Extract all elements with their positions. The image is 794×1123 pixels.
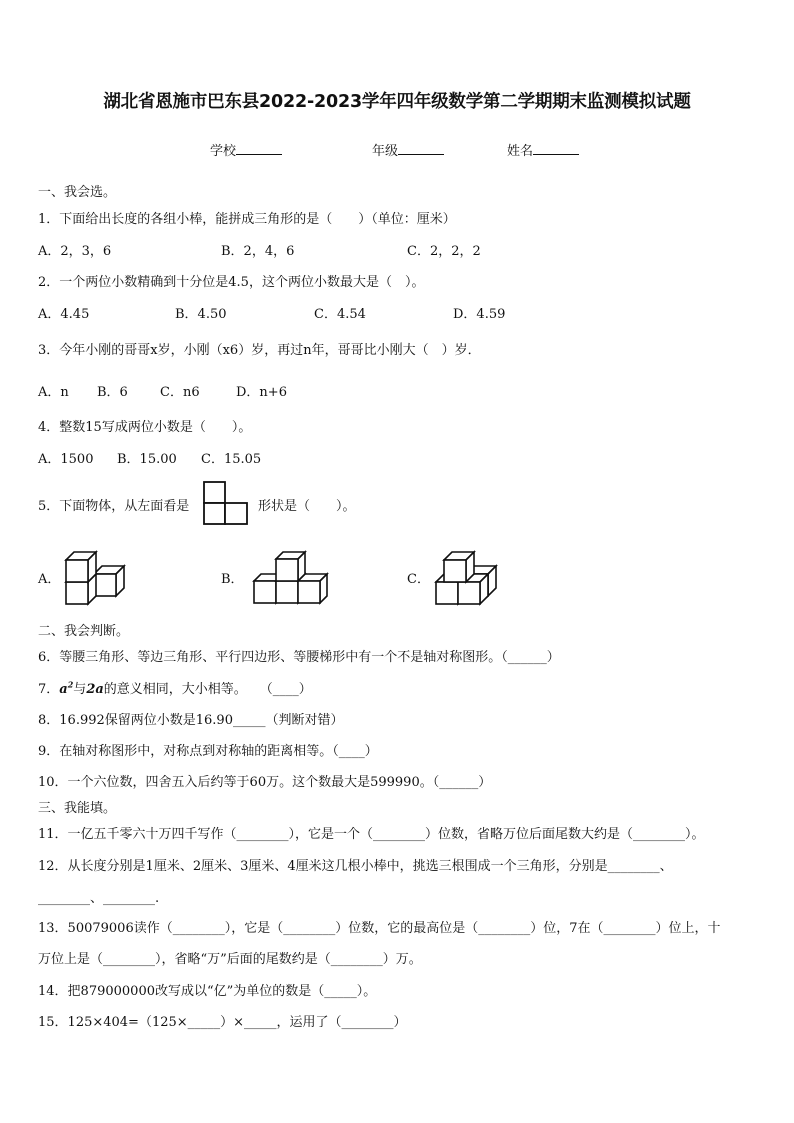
q2-option-b[interactable]: B．4.50 [175, 307, 227, 322]
q3-option-a[interactable]: A．n [38, 385, 69, 400]
q4-option-c[interactable]: C．15.05 [201, 452, 262, 467]
question-5-after: 形状是（ ）。 [258, 499, 356, 514]
question-2: 2．一个两位小数精确到十分位是4.5，这个两位小数最大是（ ）。 [38, 275, 425, 290]
question-10: 10．一个六位数，四舍五入后约等于60万。这个数最大是599990。（______） [38, 775, 492, 790]
question-12-line-1: 12．从长度分别是1厘米、2厘米、3厘米、4厘米这几根小棒中，挑选三根围成一个三角形，分别是________、 [38, 859, 673, 874]
name-label: 姓名 [507, 144, 534, 159]
q4-option-a[interactable]: A．1500 [38, 452, 94, 467]
cube [276, 552, 305, 581]
q3-option-c[interactable]: C．n6 [160, 385, 200, 400]
q4-option-b[interactable]: B．15.00 [117, 452, 177, 467]
q5-option-b-cubes[interactable] [252, 546, 334, 606]
q5-option-c-label[interactable]: C． [407, 572, 430, 587]
question-7 [38, 678, 312, 697]
question-11: 11．一亿五千零六十万四千写作（________），它是一个（________）位数，省略万位后面尾数大约是（________）。 [38, 827, 705, 842]
question-9: 9．在轴对称图形中，对称点到对称轴的距离相等。（____） [38, 744, 378, 759]
name-field [507, 140, 579, 159]
school-field [210, 140, 282, 159]
q1-option-b[interactable]: B．2，4，6 [221, 244, 295, 259]
q7-2a: 2a [86, 682, 104, 697]
exam-title: 湖北省恩施市巴东县2022-2023学年四年级数学第二学期期末监测模拟试题 [103, 92, 691, 112]
q3-option-d[interactable]: D．n+6 [236, 385, 287, 400]
cube [444, 552, 474, 582]
q5-option-b-label[interactable]: B． [221, 572, 244, 587]
q5-option-c-cubes[interactable] [432, 544, 500, 608]
q5-option-a-label[interactable]: A． [38, 572, 61, 587]
cube [94, 566, 124, 596]
question-14: 14．把879000000改写成以“亿”为单位的数是（_____）。 [38, 984, 377, 999]
question-8: 8．16.992保留两位小数是16.90_____（判断对错） [38, 713, 344, 728]
question-13-line-2: 万位上是（________），省略“万”后面的尾数约是（________）万。 [38, 952, 422, 967]
name-blank[interactable] [533, 142, 579, 155]
question-13-line-1: 13．50079006读作（________），它是（________）位数，它的最高位是（________）位，7在（________）位上，十 [38, 921, 721, 936]
q7-mid: 与 [73, 682, 87, 697]
section-2-heading: 二、我会判断。 [38, 624, 130, 639]
school-label: 学校 [210, 144, 237, 159]
grade-label: 年级 [372, 144, 399, 159]
question-3: 3．今年小刚的哥哥x岁，小刚（x6）岁，再过n年，哥哥比小刚大（ ）岁． [38, 343, 481, 358]
q7-suffix: 的意义相同，大小相等。 （____） [103, 682, 312, 697]
q1-option-c[interactable]: C．2，2，2 [407, 244, 481, 259]
section-3-heading: 三、我能填。 [38, 801, 117, 816]
cube [298, 574, 327, 603]
question-12-line-2: ________、________. [38, 891, 160, 906]
question-6: 6．等腰三角形、等边三角形、平行四边形、等腰梯形中有一个不是轴对称图形。（______） [38, 650, 560, 665]
q7-prefix: 7． [38, 682, 60, 697]
cube [66, 552, 96, 582]
q7-a-squared: $a^2$ [59, 679, 74, 697]
q1-option-a[interactable]: A．2，3，6 [38, 244, 112, 259]
q2-option-a[interactable]: A．4.45 [38, 307, 90, 322]
question-5-before: 5．下面物体，从左面看是 [38, 499, 190, 514]
q2-option-d[interactable]: D．4.59 [453, 307, 506, 322]
question-1: 1．下面给出长度的各组小棒，能拼成三角形的是（ ）（单位：厘米） [38, 212, 456, 227]
q2-option-c[interactable]: C．4.54 [314, 307, 366, 322]
q5-option-a-cubes[interactable] [62, 548, 132, 606]
question-15: 15．125×404=（125×_____）×_____，运用了（________） [38, 1015, 407, 1030]
left-view-figure [203, 481, 249, 525]
school-blank[interactable] [236, 142, 282, 155]
grade-blank[interactable] [398, 142, 444, 155]
q3-option-b[interactable]: B．6 [97, 385, 128, 400]
question-4: 4．整数15写成两位小数是（ ）。 [38, 420, 252, 435]
section-1-heading: 一、我会选。 [38, 185, 117, 200]
grade-field [372, 140, 444, 159]
